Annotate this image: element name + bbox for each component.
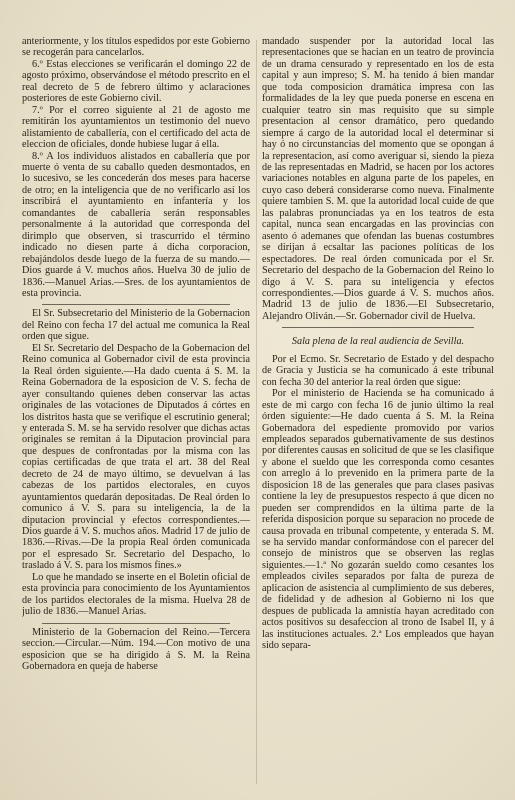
paragraph: mandado suspender por la autoridad local las representaciones que se hacian en un teatro de provincia de un drama censurado y representado en los de esta capital y aun impreso; S. M. ha tenido á bien mandar que toda composicion dramática impresa con las formalidades de la ley que pueda ponerse en escena en cualquier teatro sin mas requisito que su simple presentacion al censor dramático, pero quedando siempre á cargo de la autoridad local el determinar si hay ó no circunstancias del momento que se opongan á la representacion, así como averiguar si, siendo la pieza de las representadas en Madrid, se hacen por los actores variaciones notables en alguna parte de los papeles, en cuyo caso deberá considerarse como nueva. Finalmente quiere tambien S. M. que la autoridad local cuide de que las palabras pronunciadas ya en los teatros de esta capital, nunca sean encargadas en las provincias con asento ó ademanes que ofendan las buenas costumbres se dirijan á ecsaltar las paciones políticas de los espectadores. De real órden comunicada por el Sr. Secretario del despacho de la Gobernacion del Reino lo digo á V. S. para su inteligencia y efectos correspondientes.—Dios guarde á V. S. muchos años. Madrid 13 de julio de 1836.—El Subsecretario, Alejandro Oliván.—Sr. Gobernador civil de Huelva. [262,36,494,322]
paragraph: Por el ministerio de Hacienda se ha comunicado á este de mi cargo con fecha 16 de junio último la real órden siguiente:—He dado cuenta á S. M. la Reina Gobernadora del espediente promovido por varios empleados separados gubernativamente de sus destinos por diferentes causas en solicitud de que se les clasifique y abone el sueldo que les corresponda como cesantes con arreglo á lo prevenido en la primera parte de la disposicion 18 de las generales que para clases pasivas contiene la ley de presupuestos respecto á que dicen no pueden ser comprendidos en la última parte de la referida disposicion porque su separacion no procede de causa provada en tribunal competente, y enterada S. M. se ha servido mandar conformándose con el parecer del consejo de ministros que se observen las reglas siguientes.—1.ª No gozarán sueldo como cesantes los empleados civiles separados por falta de pureza de aplicacion de asistencia al cumplimiento de sus deberes, de fidelidad y de adhesion al Gobierno ni los que despues de publicada la amnistía hayan acreditado con actos positivos su desafeccion al trono de Isabel II, y á las instituciones actuales. 2.ª Los empleados que hayan sido separa- [262,388,494,652]
section-divider [42,623,230,624]
paragraph: 6.º Estas elecciones se verificarán el domingo 22 de agosto próximo, observándose el método prescrito en el real decreto de 5 de febrero último y aclaraciones posteriores de este Gobierno civil. [22,58,250,105]
left-column [22,36,250,790]
paragraph: El Sr. Secretario del Despacho de la Gobernacion del Reino comunica al Gobernador civil de esta provincia la Real órden siguiente.—Ha dado cuenta á S. M. la Reina Gobernadora de la esposicion de V. S. fecha de ayer consultando quienes deben conservar las actas originales de las votaciones de Diputados á córtes en los distritos hasta que se verifique el escrutinio general; y enterada S. M. se ha servido resolver que dichas actas originales se remitan á la Diputacion provincial para que despues de confrontadas por la misma con las copias certificadas de que trata el art. 38 del Real decreto de 24 de mayo último, se devuelvan á las cabezas de los partidos electorales, en cuyos ayuntamientos quedarán depositadas. De Real órden lo comunico á V. S. para su inteligencia, la de la diputacion provincial y efectos correspondientes.—Dios guarde á V. S. muchos años. Madrid 17 de julio de 1836.—Rivas.—De la propia Real órden comunicada por el espresado Sr. Secretario del Despacho, lo traslado á V. S. para los mismos fines.» [22,342,250,572]
paragraph: 7.º Por el correo siguiente al 21 de agosto me remitirán los ayuntamientos un testimonio del nuevo alistamiento de caballería, con el certificado del acta de eleccion de oficiales, donde hubiese lugar á ella. [22,104,250,151]
paragraph: 8.º A los individuos alistados en caballería que por muerte ó venta de su caballo queden desmontados, en lo sucesivo, se les concederán dos meses para hacerse de otro; en la inteligencia que de no verificarlo así los inscribirá el ayuntamiento en infantería y los comandantes de caballería serán responsables personalmente á la autoridad que corresponda del dirimplo que observen, si trascurrido el término indicado no diesen parte á dicha corporacion, rebajándolos desde luego de la fuerza de su mando.—Dios guarde á V. muchos años. Huelva 30 de julio de 1836.—Manuel Arias.—Sres. de los ayuntamientos de esta provincia. [22,150,250,299]
column-divider [256,40,257,784]
paragraph: Lo que he mandado se inserte en el Boletin oficial de esta provincia para conocimiento de los Ayuntamientos de los partidos electorales de la misma. Huelva 28 de julio de 1836.—Manuel Arias. [22,571,250,618]
right-column [262,36,494,790]
section-divider [282,327,474,328]
section-heading: Sala plena de la real audiencia de Sevilla. [291,336,465,348]
paragraph: Por el Ecmo. Sr. Secretario de Estado y del despacho de Gracia y Justicia se ha comunicado á este tribunal con fecha 30 del anterior la real órden que sigue: [262,353,494,388]
section-divider [42,304,230,305]
paragraph: anteriormente, y los títulos espedidos por este Gobierno se recogerán para cancelarlos. [22,36,250,59]
paragraph: El Sr. Subsecretario del Ministerio de la Gobernacion del Reino con fecha 17 del actual me comunica la Real orden que sigue. [22,308,250,343]
paragraph: Ministerio de la Gobernacion del Reino.—Tercera seccion.—Circular.—Núm. 194.—Con motivo de una esposicion que se ha dirigido á S. M. la Reina Gobernadora en queja de haberse [22,626,250,673]
